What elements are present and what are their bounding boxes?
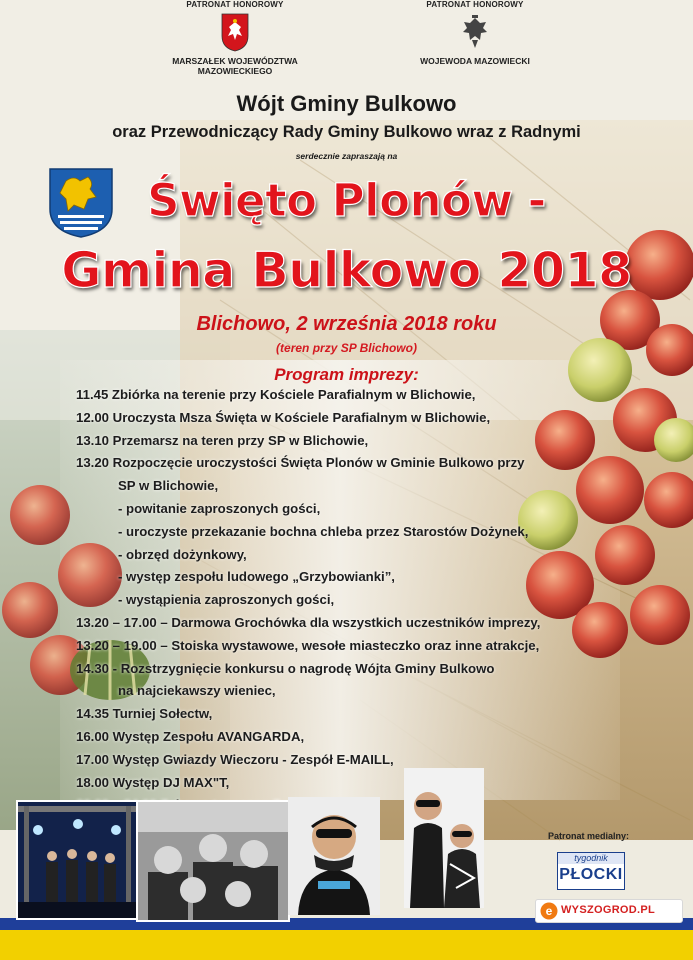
patron-name: WOJEWODA MAZOWIECKI [420,56,530,66]
program-item: 16.00 Występ Zespołu AVANGARDA, [76,728,305,744]
program-item: 13.20 Rozpoczęcie uroczystości Święta Plonów w Gminie Bulkowo przy [76,455,525,471]
program-list [76,384,616,817]
program-item: 12.00 Uroczysta Msza Święta w Kościele Parafialnym w Blichowie, [76,409,491,425]
program-item: na najciekawszy wieniec, [118,683,276,699]
tygodnik-big-text: PŁOCKI [559,866,623,883]
event-place-date: Blichowo, 2 września 2018 roku [196,313,497,335]
headline-invite: serdecznie zapraszają na [295,151,398,161]
wyszogrod-logo [535,899,683,923]
headline-council: oraz Przewodniczący Rady Gminy Bulkowo wraz z Radnymi [112,123,581,141]
patron-label: PATRONAT HONOROWY [426,0,524,9]
program-item: - powitanie zaproszonych gości, [118,500,321,516]
tygodnik-small-text: tygodnik [558,853,624,864]
program-item: SP w Blichowie, [118,478,219,494]
wyszogrod-e-icon [540,902,558,920]
program-item: 18.00 Występ DJ MAX"T, [76,774,230,790]
title-line-1: Święto Plonów - [147,174,546,227]
svg-text:e: e [545,904,553,918]
program-item: - obrzęd dożynkowy, [118,546,247,562]
program-item: 13.20 – 17.00 – Darmowa Grochówka dla wszystkich uczestników imprezy, [76,614,541,630]
patron-marshal [155,0,315,76]
band-stage-photo [16,800,140,920]
mazovia-eagle-shield-icon [220,12,250,52]
patron-label: PATRONAT HONOROWY [186,0,284,9]
program-item: - występ zespołu ludowego „Grzybowianki”, [118,569,395,585]
event-venue: (teren przy SP Blichowo) [276,341,417,355]
program-item: 14.35 Turniej Sołectw, [76,706,213,722]
program-item: - uroczyste przekazanie bochna chleba przez Starostów Dożynek, [118,523,529,539]
program-item: - wystąpienia zaproszonych gości, [118,592,335,608]
tygodnik-plocki-logo [557,852,625,890]
program-item: 14.30 - Rozstrzygnięcie konkursu o nagrodę Wójta Gminy Bulkowo [76,660,495,676]
media-patron-label: Patronat medialny: [548,831,630,841]
wyszogrod-text: WYSZOGROD.PL [561,904,656,916]
patron-name: MARSZAŁEK WOJEWÓDZTWA MAZOWIECKIEGO [172,56,298,76]
title-line-2: Gmina Bulkowo 2018 [61,242,632,299]
program-item: 17.00 Występ Gwiazdy Wieczoru - Zespół E-MAILL, [76,751,394,767]
program-item: 11.45 Zbiórka na terenie przy Kościele Parafialnym w Blichowie, [76,387,476,402]
program-heading: Program imprezy: [274,365,419,384]
program-item: 13.10 Przemarsz na teren przy SP w Blichowie, [76,432,369,448]
patron-voivode [405,0,545,66]
program-item: 13.20 – 19.00 – Stoiska wystawowe, wesołe miasteczko oraz inne atrakcje, [76,637,540,653]
duo-performers-photo [404,768,484,908]
headline-wojt: Wójt Gminy Bulkowo [236,91,457,116]
group-selfie-photo [136,800,290,922]
polish-eagle-icon [460,12,490,52]
dj-portrait-photo [288,797,380,915]
